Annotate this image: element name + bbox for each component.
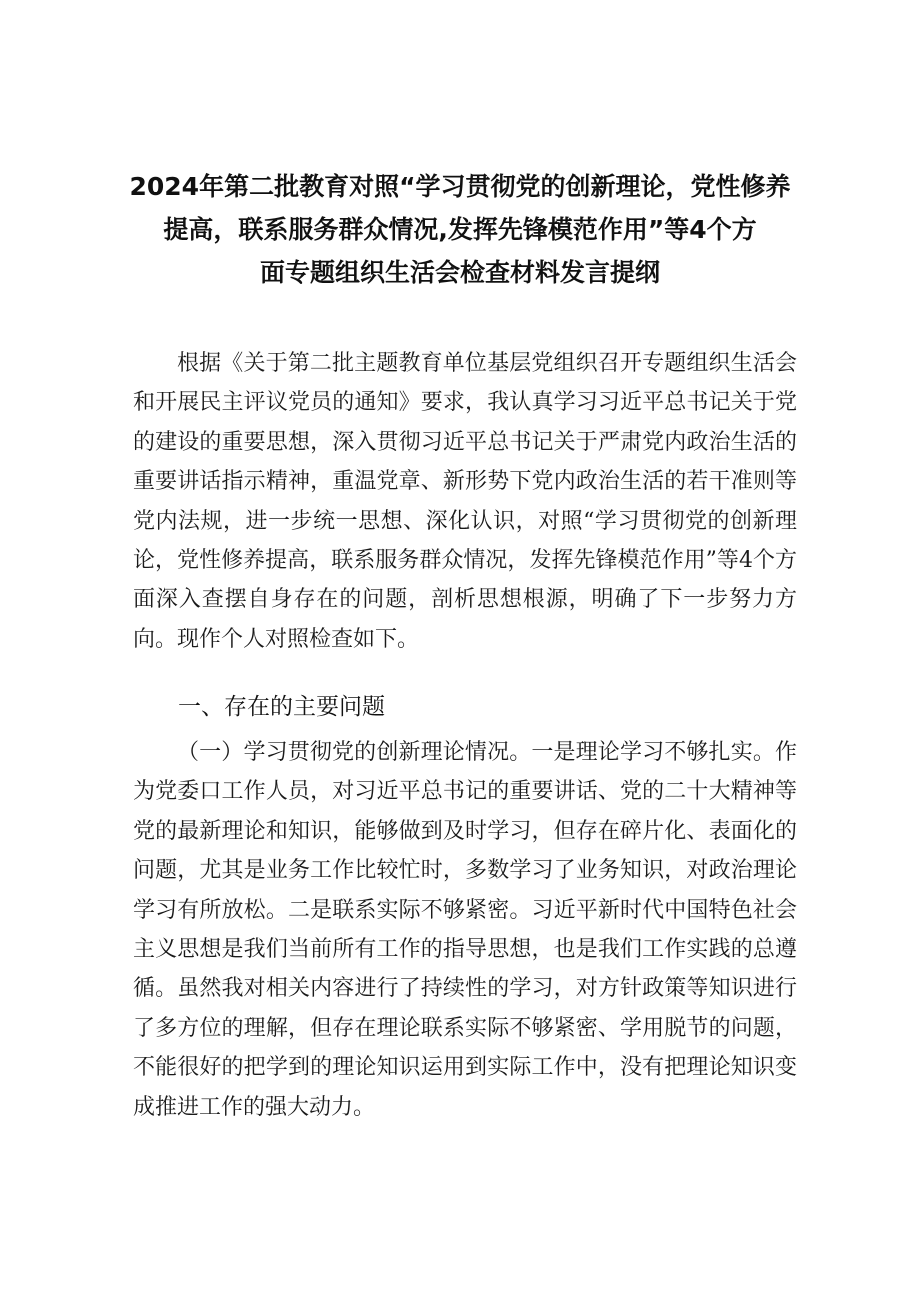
section-paragraph: （一）学习贯彻党的创新理论情况。一是理论学习不够扎实。作为党委口工作人员，对习近平总书记的重要讲话、党的二十大精神等党的最新理论和知识，能够做到及时学习，但存在碎片化、表面化的问题，尤其是业务工作比较忙时，多数学习了业务知识，对政治理论学习有所放松。二是联系实际不够紧密。习近平新时代中国特色社会主义思想是我们当前所有工作的指导思想，也是我们工作实践的总遵循。虽然我对相关内容进行了持续性的学习，对方针政策等知识进行了多方位的理解，但存在理论联系实际不够紧密、学用脱节的问题，不能很好的把学到的理论知识运用到实际工作中，没有把理论知识变成推进工作的强大动力。 [133,740,797,1120]
section-heading: 一、存在的主要问题 [178,694,385,720]
document-title [120,165,800,294]
title-line-1: 2024年第二批教育对照“学习贯彻党的创新理论，党性修养 [129,172,791,201]
title-line-2: 提高，联系服务群众情况,发挥先锋模范作用”等4个方 [163,215,757,244]
title-line-3: 面专题组织生活会检查材料发言提纲 [259,258,660,287]
intro-paragraph: 根据《关于第二批主题教育单位基层党组织召开专题组织生活会和开展民主评议党员的通知》要求，我认真学习习近平总书记关于党的建设的重要思想，深入贯彻习近平总书记关于严肃党内政治生活的重要讲话指示精神，重温党章、新形势下党内政治生活的若干准则等党内法规，进一步统一思想、深化认识，对照“学习贯彻党的创新理论，党性修养提高，联系服务群众情况，发挥先锋模范作用”等4个方面深入查摆自身存在的问题，剖析思想根源，明确了下一步努力方向。现作个人对照检查如下。 [133,351,797,652]
